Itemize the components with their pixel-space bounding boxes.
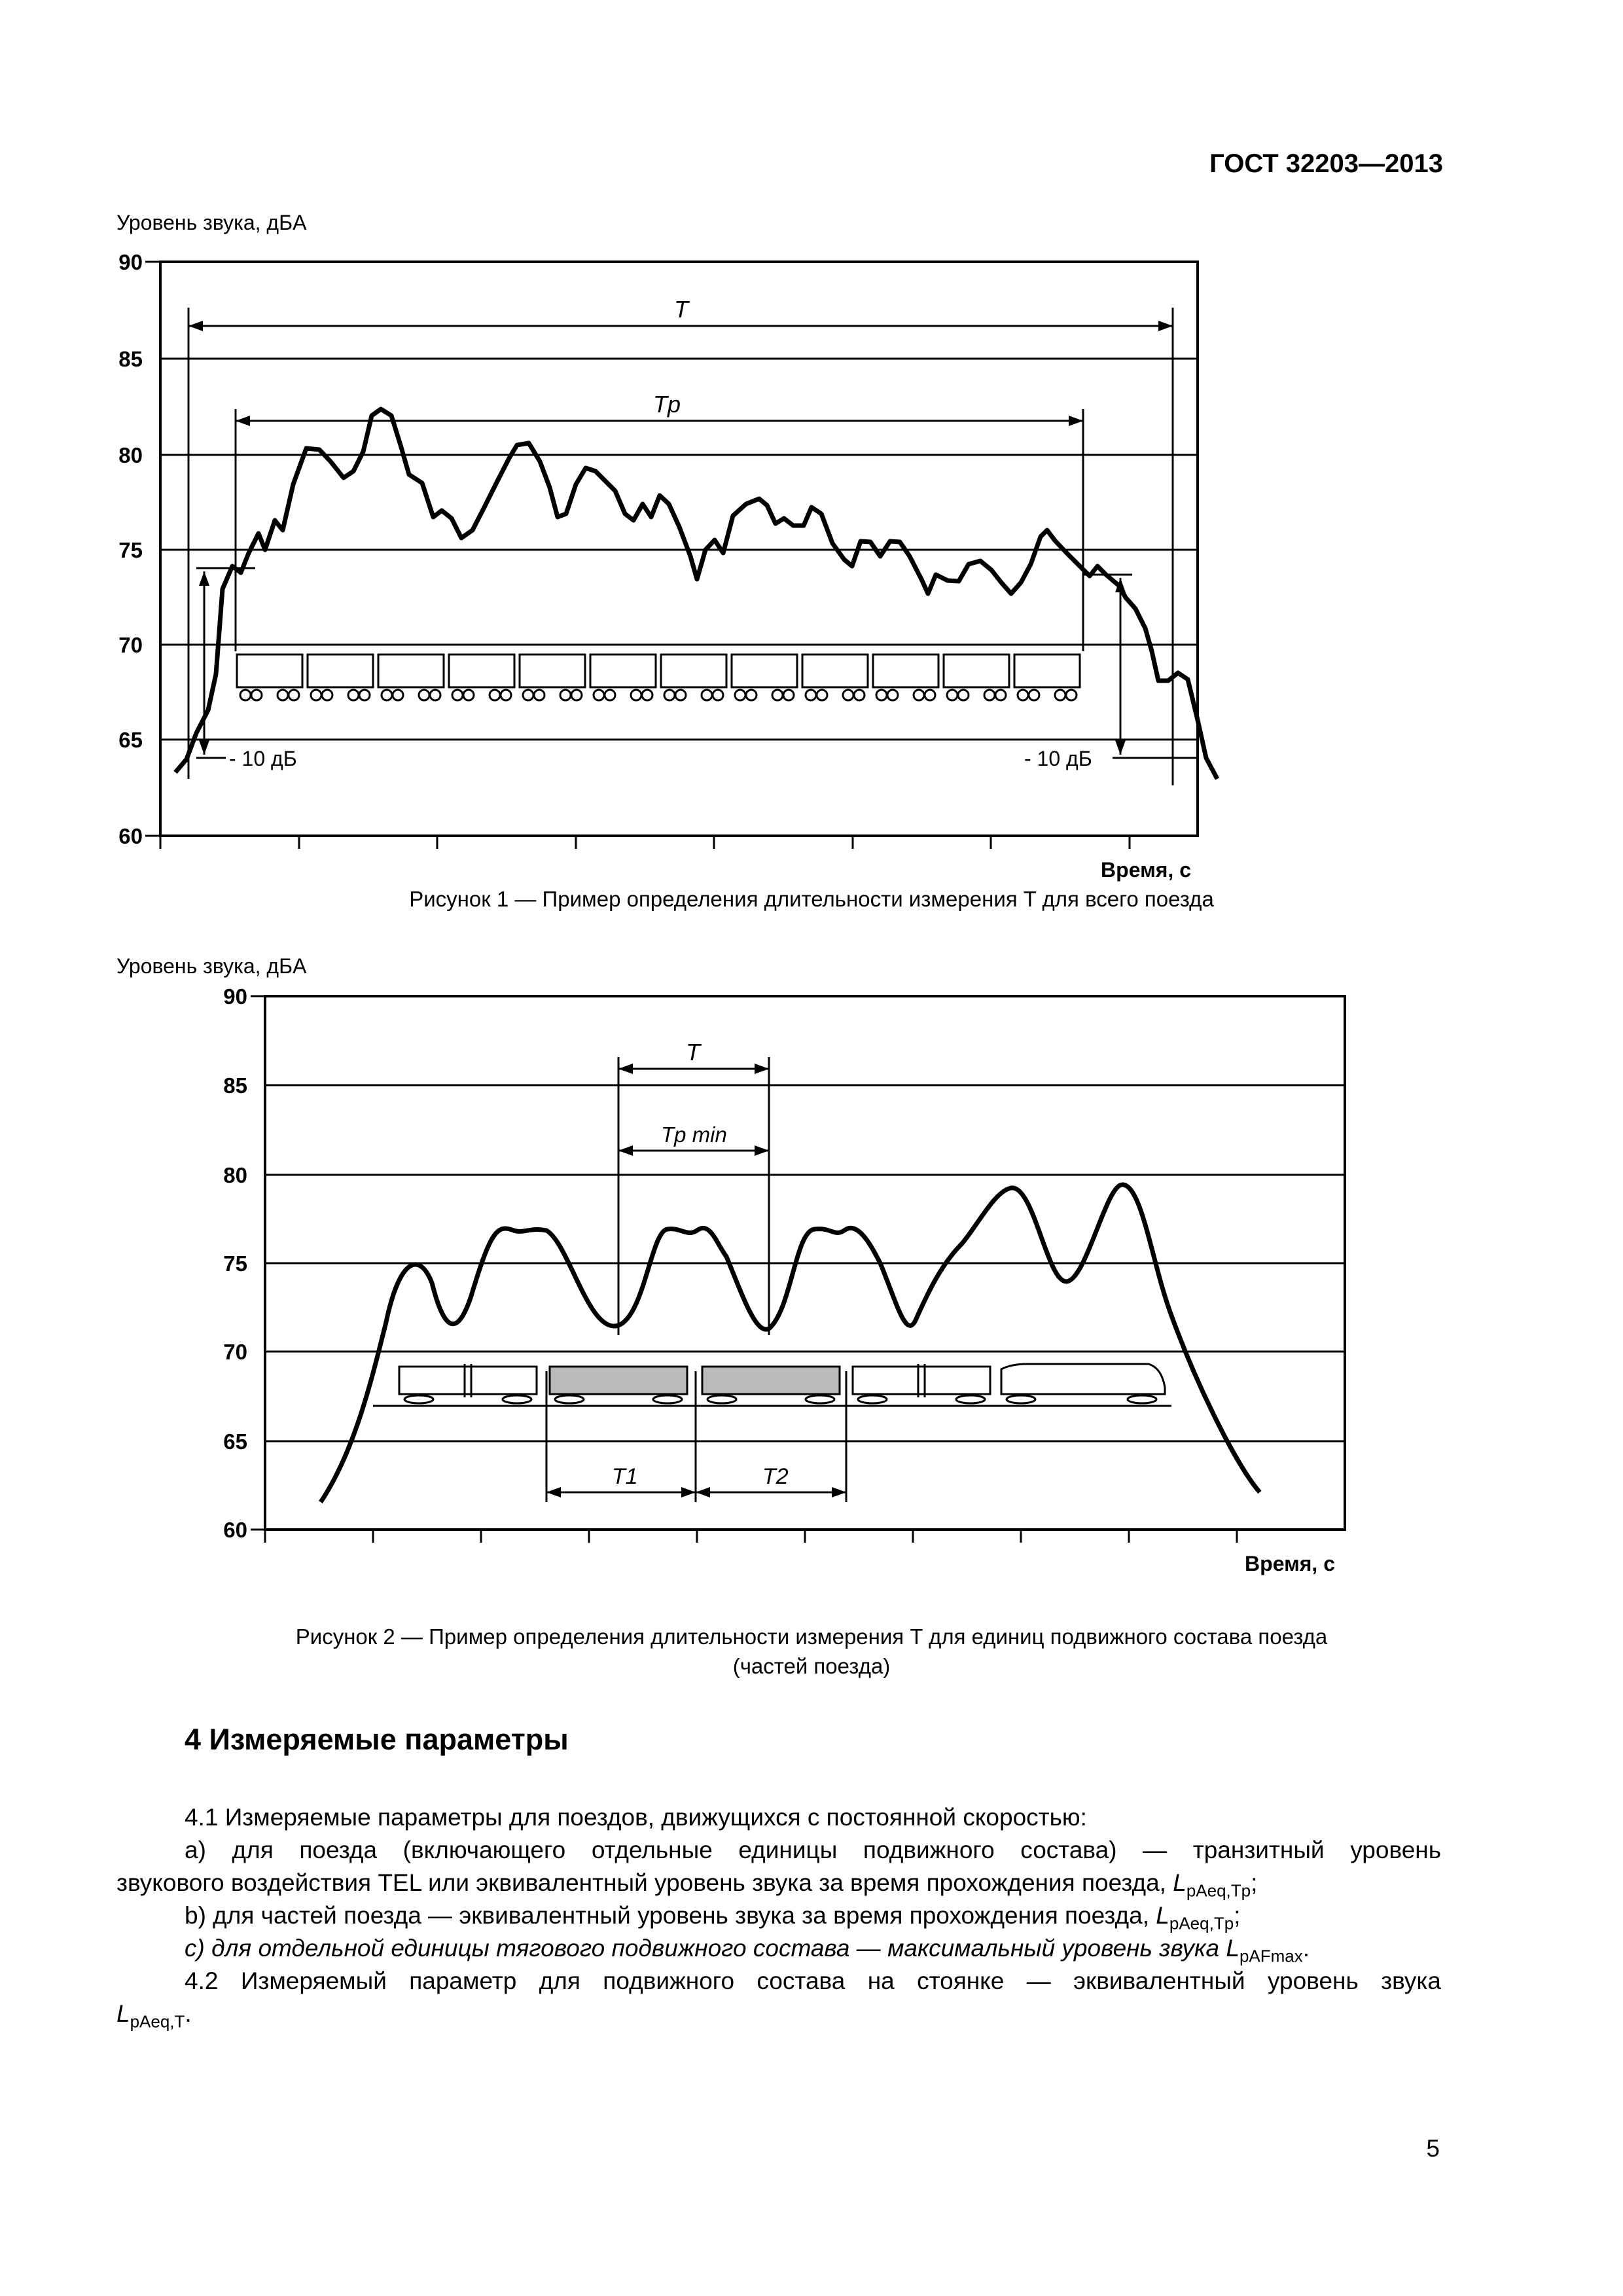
fig1-ytick-80: 80 <box>118 443 143 467</box>
figure2-chart <box>0 969 1623 1610</box>
fig2-ytick-65: 65 <box>223 1429 247 1454</box>
para-4-2-line1: 4.2 Измеряемый параметр для подвижного состава на стоянке — эквивалентный уровень звука <box>185 1967 1441 1994</box>
fig1-ytick-70: 70 <box>118 633 143 657</box>
symbol-L: L <box>1173 1869 1186 1896</box>
section-title: 4 Измеряемые параметры <box>185 1723 569 1756</box>
figure2-caption-line1: Рисунок 2 — Пример определения длительности измерения T для единиц подвижного состава поезда <box>295 1624 1328 1649</box>
document-code: ГОСТ 32203—2013 <box>1209 149 1443 178</box>
fig1-label-Tp: Tp <box>653 391 681 418</box>
para-4-1-a-line1: а) для поезда (включающего отдельные единицы подвижного состава) — транзитный уровень <box>185 1837 1441 1863</box>
symbol-L: L <box>1156 1902 1169 1929</box>
figure1-train <box>237 655 1080 700</box>
para-4-1-c-text: c) для отдельной единицы тягового подвижного состава — максимальный уровень звука <box>185 1935 1226 1962</box>
fig2-label-T: T <box>686 1039 700 1066</box>
fig1-x-axis-title: Время, с <box>1101 858 1191 882</box>
para-4-2-line2: $L_{pAeq,T}$. <box>116 2000 192 2032</box>
fig2-ytick-80: 80 <box>223 1163 247 1187</box>
para-4-1-a-line2: звукового воздействия TEL или эквивалентный уровень звука за время прохождения поезда, $L_{pAeq,Tp}$; <box>116 1869 1258 1901</box>
fig2-label-T2: T2 <box>762 1464 789 1489</box>
fig2-ytick-75: 75 <box>223 1251 247 1276</box>
symbol-subscript: pAeq,T <box>130 2011 185 2032</box>
figure1-chart <box>0 0 1623 929</box>
fig2-ytick-60: 60 <box>223 1518 247 1542</box>
fig2-ytick-85: 85 <box>223 1073 247 1098</box>
fig1-ytick-90: 90 <box>118 250 143 274</box>
fig1-ytick-65: 65 <box>118 728 143 752</box>
symbol-L: L <box>116 2000 130 2027</box>
para-4-1: 4.1 Измеряемые параметры для поездов, движущихся с постоянной скоростью: <box>185 1804 1087 1831</box>
para-4-1-a-text: звукового воздействия TEL или эквивалентный уровень звука за время прохождения поезда, <box>116 1869 1173 1896</box>
figure1-caption: Рисунок 1 — Пример определения длительности измерения T для всего поезда <box>409 887 1214 911</box>
fig2-ytick-70: 70 <box>223 1340 247 1364</box>
fig2-ytick-90: 90 <box>223 984 247 1009</box>
para-4-1-c: c) для отдельной единицы тягового подвижного состава — максимальный уровень звука $L_{pAFmax}$. <box>185 1935 1310 1966</box>
symbol-subscript: pAFmax <box>1239 1946 1303 1966</box>
para-4-1-b-text: b) для частей поезда — эквивалентный уровень звука за время прохождения поезда, <box>185 1902 1156 1929</box>
fig2-label-T1: T1 <box>612 1464 638 1489</box>
fig1-ytick-85: 85 <box>118 347 143 371</box>
fig1-ytick-75: 75 <box>118 538 143 562</box>
symbol-subscript: pAeq,Tp <box>1186 1880 1251 1901</box>
para-4-1-b: b) для частей поезда — эквивалентный уровень звука за время прохождения поезда, $L_{pAeq,Tp}$; <box>185 1902 1241 1933</box>
fig2-label-Tpmin: Tp min <box>661 1122 727 1147</box>
page-number: 5 <box>1426 2135 1440 2162</box>
symbol-L: L <box>1226 1935 1240 1962</box>
fig1-label-minus10-left: - 10 дБ <box>229 747 297 770</box>
figure2-caption-line2: (частей поезда) <box>732 1654 891 1678</box>
figure2-y-axis-title: Уровень звука, дБA <box>116 954 307 978</box>
figure2-train <box>373 1364 1171 1406</box>
fig1-label-minus10-right: - 10 дБ <box>1024 747 1092 770</box>
fig2-x-axis-title: Время, с <box>1245 1552 1335 1575</box>
fig1-ytick-60: 60 <box>118 824 143 848</box>
figure1-y-axis-title: Уровень звука, дБA <box>116 211 307 234</box>
symbol-subscript: pAeq,Tp <box>1169 1913 1234 1933</box>
fig1-label-T: T <box>674 296 688 323</box>
